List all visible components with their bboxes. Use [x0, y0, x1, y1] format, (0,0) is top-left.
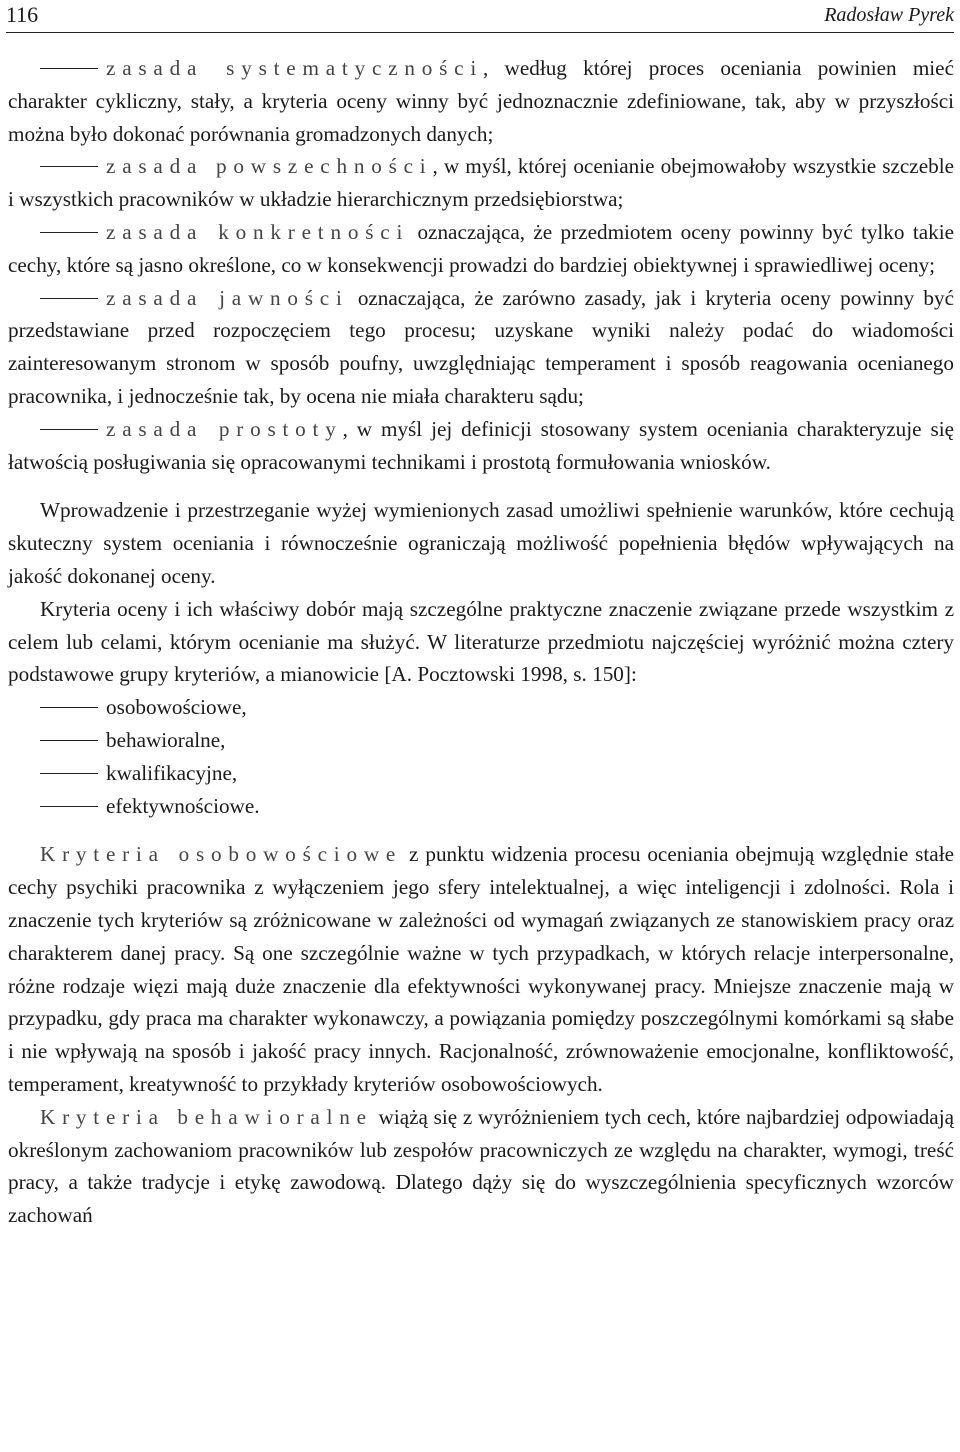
- principle-term: zasada prostoty: [106, 416, 343, 441]
- principle-item: [8, 413, 954, 479]
- principle-item: [8, 150, 954, 216]
- list-item: [8, 757, 954, 790]
- principle-text: oznaczająca, że przedmiotem oceny powinny być tylko takie cechy, które są jasno określone, co w konsekwencji prowadzi do bardziej obiektywnej i sprawiedliwej oceny;: [8, 219, 954, 277]
- list-item-label: kwalifikacyjne,: [106, 760, 238, 785]
- running-author: Radosław Pyrek: [824, 4, 954, 26]
- running-header: [6, 0, 954, 33]
- principle-term: zasada systematyczności: [106, 56, 483, 80]
- section-term: Kryteria osobowościowe: [40, 842, 403, 867]
- page-number: 116: [6, 2, 39, 27]
- principle-term: zasada konkretności: [106, 219, 410, 244]
- list-item-label: efektywnościowe.: [106, 793, 260, 818]
- paragraph-text: wiążą się z wyróżnieniem tych cech, które najbardziej odpowiadają określonym zachowaniom pracowników lub zespołów pracowniczych ze względu na charakter, wymogi, treść pracy, a także tradycje i etykę zawodową. Dlatego dąży się do wyszczególnienia specyficznych wzorców zachowań: [8, 1104, 954, 1228]
- paragraph: [8, 1101, 954, 1232]
- principle-text: , w myśl jej definicji stosowany system oceniania charakteryzuje się łatwością posługiwania się opracowanymi technikami i prostotą formułowania wniosków.: [8, 416, 955, 474]
- principle-item: [8, 216, 954, 282]
- principle-item: [8, 282, 954, 413]
- principle-text: , w myśl, której ocenianie obejmowałoby wszystkie szczeble i wszystkich pracowników w układzie hierarchicznym przedsiębiorstwa;: [8, 154, 954, 212]
- page-body: [8, 52, 954, 1232]
- dash-bullet: [40, 773, 98, 774]
- principle-term: zasada jawności: [106, 285, 349, 310]
- principle-item: [8, 52, 954, 150]
- principle-text: , według której proces oceniania powinien mieć charakter cykliczny, stały, a kryteria oceny winny być jednoznacznie zdefiniowane, tak, aby w przyszłości można było dokonać porównania gromadzonych danych;: [8, 56, 954, 146]
- paragraph: Kryteria oceny i ich właściwy dobór mają szczególne praktyczne znaczenie związane przede wszystkim z celem lub celami, którym ocenianie ma służyć. W literaturze przedmiotu najczęściej wyróżnić można cztery podstawowe grupy kryteriów, a mianowicie [A. Pocztowski 1998, s. 150]:: [8, 596, 954, 687]
- principle-text: oznaczająca, że zarówno zasady, jak i kryteria oceny powinny być przedstawiane przed rozpoczęciem tego procesu; uzyskane wyniki należy podać do wiadomości zainteresowanym stronom w sposób poufny, uwzględniając temperament i sposób reagowania ocenianego pracownika, i jednocześnie tak, by ocena nie miała charakteru sądu;: [8, 285, 954, 408]
- paragraph: [8, 838, 954, 1100]
- dash-bullet: [40, 806, 98, 807]
- list-item: [8, 691, 954, 724]
- dash-bullet: [40, 232, 98, 233]
- dash-bullet: [40, 298, 98, 299]
- paragraph-text: z punktu widzenia procesu oceniania obejmują względnie stałe cechy psychiki pracownika z wyłączeniem jego sfery intelektualnej, a więc inteligencji i zdolności. Rola i znaczenie tych kryteriów są zróżnicowane w zależności od wymagań związanych ze stanowiskiem pracy oraz charakterem danej pracy. Są one szczególnie ważne w tych przypadkach, w których relacje interpersonalne, różne rodzaje więzi mają duże znaczenie dla efektywności wykonywanej pracy. Mniejsze znaczenie mają w przypadku, gdy praca ma charakter wykonawczy, a powiązania pomiędzy poszczególnymi komórkami są słabe i nie wpływają na sposób i jakość pracy innych. Racjonalność, zrównoważenie emocjonalne, konfliktowość, temperament, kreatywność to przykłady kryteriów osobowościowych.: [8, 842, 955, 1096]
- section-term: Kryteria behawioralne: [40, 1104, 373, 1129]
- list-item-label: behawioralne,: [106, 727, 226, 752]
- dash-bullet: [40, 740, 98, 741]
- dash-bullet: [40, 707, 98, 708]
- dash-bullet: [40, 429, 98, 430]
- criteria-list: [8, 691, 954, 822]
- dash-bullet: [40, 68, 98, 69]
- list-item: [8, 790, 954, 823]
- principle-term: zasada powszechności: [106, 154, 433, 179]
- dash-bullet: [40, 166, 98, 167]
- paragraph: Wprowadzenie i przestrzeganie wyżej wymienionych zasad umożliwi spełnienie warunków, które cechują skuteczny system oceniania i równocześnie ograniczają możliwość popełnienia błędów wpływających na jakość dokonanej oceny.: [8, 498, 954, 588]
- list-item: [8, 724, 954, 757]
- list-item-label: osobowościowe,: [106, 695, 247, 720]
